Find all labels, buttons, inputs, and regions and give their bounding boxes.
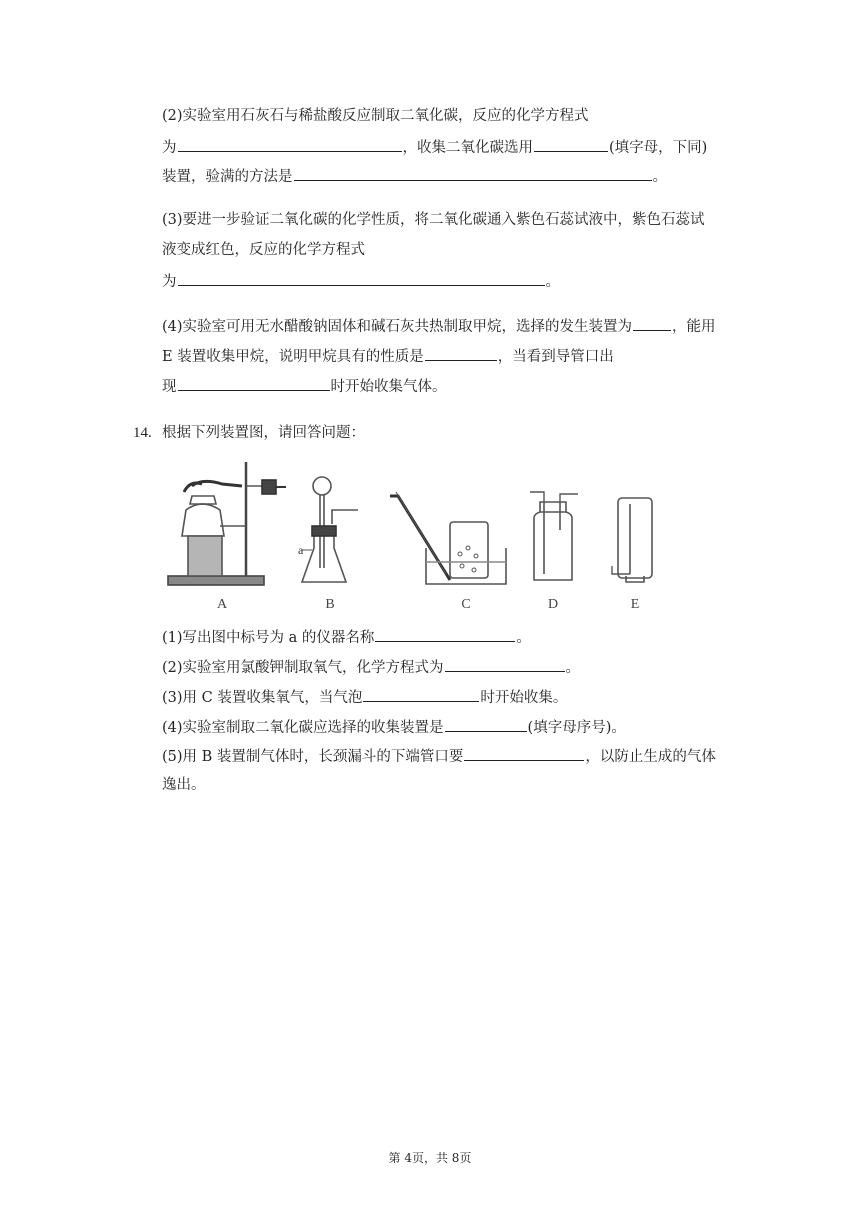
apparatus-c — [390, 492, 506, 584]
q14-sub3: (3)用 C 装置收集氧气，当气泡 时开始收集。 — [162, 686, 567, 708]
answer-blank[interactable] — [633, 315, 671, 331]
apparatus-a — [168, 462, 286, 585]
answer-blank[interactable] — [445, 656, 565, 672]
answer-blank[interactable] — [425, 345, 497, 361]
answer-blank[interactable] — [178, 270, 545, 286]
q13-part2-line1 — [162, 106, 589, 126]
answer-blank[interactable] — [363, 686, 479, 702]
label-b: B — [325, 597, 335, 612]
answer-blank[interactable] — [178, 375, 330, 391]
apparatus-b — [298, 477, 358, 582]
q14-stem: 根据下列装置图，请回答问题： — [162, 425, 365, 441]
q13-part2-line3: 装置，验满的方法是 。 — [162, 165, 667, 187]
q13-part3-line1: (3)要进一步验证二氧化碳的化学性质，将二氧化碳通入紫色石蕊试液中，紫色石蕊试 — [162, 212, 705, 228]
q13-part3-line3: 为 。 — [162, 270, 560, 292]
answer-blank[interactable] — [464, 745, 584, 761]
q13-part4-line1: (4)实验室可用无水醋酸钠固体和碱石灰共热制取甲烷，选择的发生装置为 ，能用 — [162, 315, 716, 337]
q14-sub5-cont: 逸出。 — [162, 777, 206, 793]
apparatus-d — [530, 492, 578, 580]
apparatus-figure — [162, 458, 730, 618]
label-a: A — [216, 597, 228, 612]
q14-sub2: (2)实验室用氯酸钾制取氧气，化学方程式为 。 — [162, 656, 580, 678]
q13-part3-line2: 液变成红色，反应的化学方程式 — [162, 242, 365, 258]
q13-part2-line2: 为 ，收集二氧化碳选用 (填字母，下同) — [162, 136, 707, 158]
q14-sub5: (5)用 B 装置制气体时，长颈漏斗的下端管口要 ，以防止生成的气体 — [162, 745, 716, 767]
q13-part2-text: (2)实验室用石灰石与稀盐酸反应制取二氧化碳，反应的化学方程式 — [162, 108, 589, 124]
page-footer: 第 4页，共 8页 — [388, 1151, 472, 1165]
label-e: E — [630, 597, 640, 612]
answer-blank[interactable] — [534, 136, 608, 152]
answer-blank[interactable] — [178, 136, 402, 152]
question-number: 14. — [133, 425, 152, 441]
answer-blank[interactable] — [445, 716, 527, 732]
answer-blank[interactable] — [375, 626, 515, 642]
answer-blank[interactable] — [294, 165, 652, 181]
label-c: C — [461, 597, 471, 612]
q13-part4-line3: 现 时开始收集气体。 — [162, 375, 447, 397]
q13-part4-line2: E 装置收集甲烷，说明甲烷具有的性质是 ，当看到导管口出 — [162, 345, 614, 367]
q14-sub4: (4)实验室制取二氧化碳应选择的收集装置是 (填字母序号)。 — [162, 716, 626, 738]
label-a-marker: a — [298, 543, 304, 557]
label-d: D — [547, 597, 559, 612]
q14-sub1: (1)写出图中标号为 a 的仪器名称 。 — [162, 626, 531, 648]
apparatus-e — [612, 498, 652, 582]
